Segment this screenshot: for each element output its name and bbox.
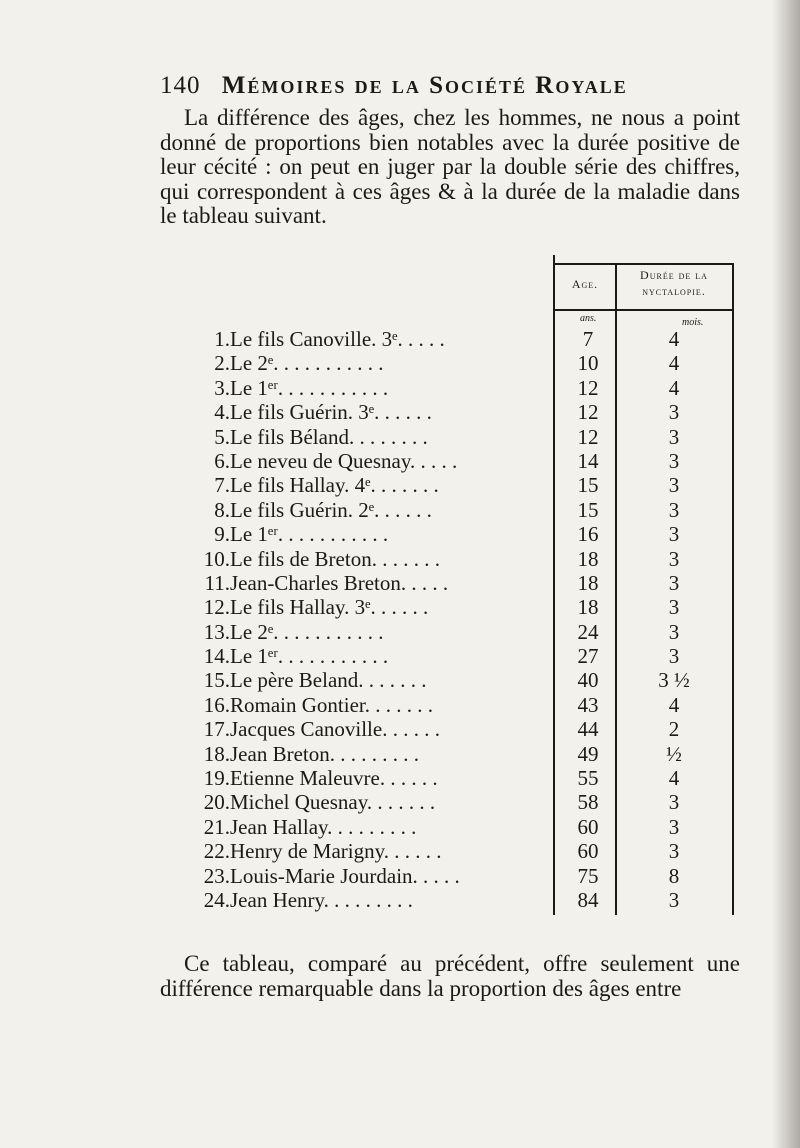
row-number: 16. bbox=[203, 692, 230, 717]
patient-name: Le 1ᵉʳ. . . . . . . . . . . bbox=[230, 522, 389, 547]
duration-value: 3 bbox=[668, 619, 680, 644]
table-row bbox=[160, 693, 740, 717]
patient-name: Jean-Charles Breton. . . . . bbox=[230, 570, 449, 595]
duration-value: 3 bbox=[668, 522, 680, 547]
patient-name: Le fils Béland. . . . . . . . bbox=[230, 424, 428, 449]
table-row bbox=[160, 425, 740, 449]
row-number: 3. bbox=[214, 375, 230, 400]
row-number: 12. bbox=[203, 595, 230, 620]
row-number: 20. bbox=[203, 790, 230, 815]
age-value: 14 bbox=[577, 448, 599, 473]
duration-value: 3 bbox=[668, 473, 680, 498]
table-row bbox=[160, 376, 740, 400]
table-row bbox=[160, 400, 740, 424]
age-value: 75 bbox=[577, 863, 599, 888]
table-row bbox=[160, 327, 740, 351]
age-value: 7 bbox=[582, 327, 594, 351]
patient-name: Le 1ᵉʳ. . . . . . . . . . . bbox=[230, 375, 389, 400]
duration-value: 3 bbox=[668, 570, 680, 595]
age-value: 60 bbox=[577, 839, 599, 864]
row-number: 24. bbox=[203, 887, 230, 912]
table-row bbox=[160, 473, 740, 497]
age-value: 15 bbox=[577, 497, 599, 522]
duration-value: 4 bbox=[668, 351, 680, 376]
table-row bbox=[160, 620, 740, 644]
table-row bbox=[160, 351, 740, 375]
table-row bbox=[160, 815, 740, 839]
age-value: 18 bbox=[577, 570, 599, 595]
row-number: 14. bbox=[203, 644, 230, 669]
duration-value: 3 bbox=[668, 400, 680, 425]
duration-value: 2 bbox=[668, 717, 680, 742]
row-number: 10. bbox=[203, 546, 230, 571]
age-value: 55 bbox=[577, 766, 599, 791]
patient-name: Jean Hallay. . . . . . . . . bbox=[230, 814, 417, 839]
row-number: 23. bbox=[203, 863, 230, 888]
row-number: 15. bbox=[203, 668, 230, 693]
table-row bbox=[160, 668, 740, 692]
row-number: 5. bbox=[214, 424, 230, 449]
age-value: 84 bbox=[577, 887, 599, 912]
table-row bbox=[160, 595, 740, 619]
duration-value: ½ bbox=[666, 741, 682, 766]
patient-name: Michel Quesnay. . . . . . . bbox=[230, 790, 436, 815]
duration-value: 3 bbox=[668, 595, 680, 620]
duration-value: 3 bbox=[668, 644, 680, 669]
table-row bbox=[160, 766, 740, 790]
age-value: 12 bbox=[577, 375, 599, 400]
table-rule-top bbox=[555, 263, 734, 265]
patient-name: Le fils Hallay. 3ᵉ. . . . . . bbox=[230, 595, 429, 620]
duration-unit: mois. bbox=[682, 317, 704, 328]
age-value: 43 bbox=[577, 692, 599, 717]
age-column-header: Age. bbox=[571, 277, 599, 291]
age-value: 12 bbox=[577, 400, 599, 425]
duration-value: 3 bbox=[668, 839, 680, 864]
age-value: 10 bbox=[577, 351, 599, 376]
age-value: 49 bbox=[577, 741, 599, 766]
age-value: 24 bbox=[577, 619, 599, 644]
patient-name: Le 1ᵉʳ. . . . . . . . . . . bbox=[230, 644, 389, 669]
duration-column-header: Durée de la nyctalopie. bbox=[640, 268, 708, 298]
table-row bbox=[160, 839, 740, 863]
patient-name: Le fils Guérin. 3ᵉ. . . . . . bbox=[230, 400, 432, 425]
duration-value: 3 bbox=[668, 790, 680, 815]
table-row bbox=[160, 790, 740, 814]
table-row bbox=[160, 742, 740, 766]
table-rows bbox=[160, 327, 740, 912]
patient-name: Le 2ᵉ. . . . . . . . . . . bbox=[230, 619, 384, 644]
age-value: 16 bbox=[577, 522, 599, 547]
patient-name: Le fils Guérin. 2ᵉ. . . . . . bbox=[230, 497, 432, 522]
patient-name: Le fils de Breton. . . . . . . bbox=[230, 546, 440, 571]
row-number: 22. bbox=[203, 839, 230, 864]
row-number: 21. bbox=[203, 814, 230, 839]
age-value: 18 bbox=[577, 595, 599, 620]
duration-value: 4 bbox=[668, 692, 680, 717]
row-number: 9. bbox=[214, 522, 230, 547]
row-number: 7. bbox=[214, 473, 230, 498]
age-value: 18 bbox=[577, 546, 599, 571]
patient-name: Etienne Maleuvre. . . . . . bbox=[230, 766, 438, 791]
patient-name: Jean Breton. . . . . . . . . bbox=[230, 741, 419, 766]
age-value: 27 bbox=[577, 644, 599, 669]
table-row bbox=[160, 547, 740, 571]
age-unit: ans. bbox=[580, 313, 597, 324]
age-value: 44 bbox=[577, 717, 599, 742]
duration-value: 3 bbox=[668, 546, 680, 571]
row-number: 1. bbox=[214, 327, 230, 351]
patient-name: Le 2ᵉ. . . . . . . . . . . bbox=[230, 351, 384, 376]
patient-name: Le fils Hallay. 4ᵉ. . . . . . . bbox=[230, 473, 439, 498]
table-row bbox=[160, 571, 740, 595]
age-value: 12 bbox=[577, 424, 599, 449]
row-number: 6. bbox=[214, 448, 230, 473]
row-number: 11. bbox=[204, 570, 230, 595]
duration-value: 3 bbox=[668, 814, 680, 839]
row-number: 2. bbox=[214, 351, 230, 376]
patient-name: Jean Henry. . . . . . . . . bbox=[230, 887, 413, 912]
patient-name: Henry de Marigny. . . . . . bbox=[230, 839, 442, 864]
row-number: 18. bbox=[203, 741, 230, 766]
duration-value: 3 ½ bbox=[658, 668, 690, 693]
age-value: 58 bbox=[577, 790, 599, 815]
closing-paragraph: Ce tableau, comparé au précédent, offre seulement une différence remarquable dans la proportion des âges entre bbox=[160, 951, 740, 1001]
duration-value: 3 bbox=[668, 887, 680, 912]
row-number: 13. bbox=[203, 619, 230, 644]
page-edge-shadow bbox=[772, 0, 800, 1148]
row-number: 17. bbox=[203, 717, 230, 742]
age-value: 60 bbox=[577, 814, 599, 839]
table-row bbox=[160, 644, 740, 668]
row-number: 8. bbox=[214, 497, 230, 522]
duration-value: 4 bbox=[668, 766, 680, 791]
row-number: 19. bbox=[203, 766, 230, 791]
intro-paragraph: La différence des âges, chez les hommes, ne nous a point donné de proportions bien notables avec la durée positive de leur cécité : on peut en juger par la double série des chiffres, qui correspondent à ces âges & à la durée de la maladie dans le tableau suivant. bbox=[160, 105, 740, 228]
running-header bbox=[160, 72, 700, 100]
patient-name: Jacques Canoville. . . . . . bbox=[230, 717, 440, 742]
nyctalopia-table bbox=[160, 255, 740, 915]
duration-value: 3 bbox=[668, 448, 680, 473]
duration-value: 4 bbox=[668, 327, 680, 351]
table-row bbox=[160, 449, 740, 473]
patient-name: Le père Beland. . . . . . . bbox=[230, 668, 427, 693]
table-rule-header-bottom bbox=[555, 309, 734, 311]
age-value: 15 bbox=[577, 473, 599, 498]
patient-name: Le fils Canoville. 3ᵉ. . . . . bbox=[230, 327, 445, 351]
running-title: Mémoires de la Société Royale bbox=[221, 72, 628, 99]
duration-value: 3 bbox=[668, 497, 680, 522]
page-number: 140 bbox=[160, 72, 201, 99]
table-row bbox=[160, 864, 740, 888]
duration-value: 4 bbox=[668, 375, 680, 400]
table-row bbox=[160, 522, 740, 546]
patient-name: Louis-Marie Jourdain. . . . . bbox=[230, 863, 460, 888]
table-row bbox=[160, 717, 740, 741]
table-row bbox=[160, 888, 740, 912]
table-row bbox=[160, 498, 740, 522]
duration-value: 8 bbox=[668, 863, 680, 888]
age-value: 40 bbox=[577, 668, 599, 693]
patient-name: Romain Gontier. . . . . . . bbox=[230, 692, 433, 717]
patient-name: Le neveu de Quesnay. . . . . bbox=[230, 448, 458, 473]
row-number: 4. bbox=[214, 400, 230, 425]
duration-value: 3 bbox=[668, 424, 680, 449]
